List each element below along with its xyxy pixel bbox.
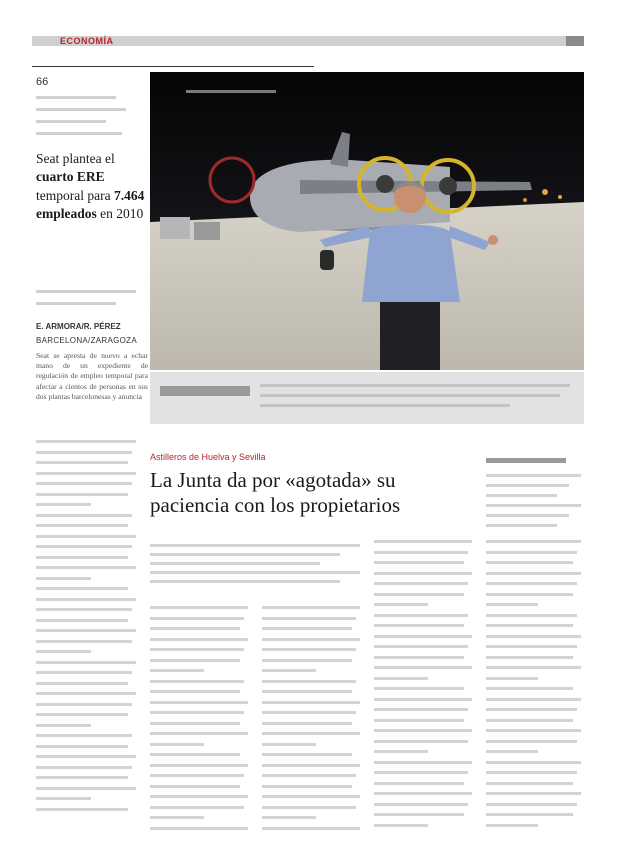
placeholder-line [486,792,581,795]
placeholder-line [486,708,577,711]
kicker: Astilleros de Huelva y Sevilla [150,452,266,462]
placeholder-line [150,680,244,683]
placeholder-line [262,669,316,672]
placeholder-line [374,551,468,554]
placeholder-line [150,627,240,630]
placeholder-line [36,640,132,643]
placeholder-line [36,514,132,517]
placeholder-line [486,666,581,669]
placeholder-line [150,774,244,777]
placeholder-line [486,572,581,575]
placeholder-line [150,606,248,609]
placeholder-line [36,577,91,580]
placeholder-line [262,690,352,693]
placeholder-line [486,624,573,627]
placeholder-line [262,795,360,798]
placeholder-line [36,566,136,569]
placeholder-line [374,698,472,701]
placeholder-line [36,598,136,601]
placeholder-line [486,582,577,585]
placeholder-line [150,827,248,830]
placeholder-line [36,787,136,790]
placeholder-line [36,587,128,590]
placeholder-line [486,593,573,596]
placeholder-line [36,734,132,737]
placeholder-line [36,524,128,527]
placeholder-line [36,451,132,454]
placeholder-line [374,761,472,764]
placeholder-line [486,824,538,827]
placeholder-line [260,384,570,387]
placeholder-line [486,729,581,732]
placeholder-block [486,458,566,463]
placeholder-line [486,771,577,774]
placeholder-line [262,774,356,777]
placeholder-line [36,692,136,695]
placeholder-line [150,753,240,756]
placeholder-line [36,724,91,727]
placeholder-line [374,572,472,575]
placeholder-line [36,713,128,716]
placeholder-line [36,766,132,769]
placeholder-block [160,386,250,396]
placeholder-line [36,472,136,475]
placeholder-line [262,680,356,683]
placeholder-line [150,722,240,725]
placeholder-line [262,743,316,746]
placeholder-line [486,687,573,690]
placeholder-line [150,580,340,583]
placeholder-line [486,540,581,543]
placeholder-line [486,740,577,743]
placeholder-line [486,803,577,806]
placeholder-line [374,824,428,827]
placeholder-line [36,776,128,779]
main-headline [150,468,480,518]
placeholder-line [36,703,132,706]
placeholder-line [374,708,468,711]
placeholder-line [262,764,360,767]
placeholder-line [486,698,581,701]
placeholder-line [374,666,472,669]
placeholder-line [36,461,128,464]
placeholder-line [374,729,472,732]
placeholder-line [374,740,468,743]
placeholder-line [262,785,352,788]
placeholder-line [150,690,240,693]
placeholder-line [150,669,204,672]
placeholder-line [374,593,464,596]
placeholder-line [262,701,360,704]
placeholder-line [486,561,573,564]
placeholder-line [36,671,132,674]
byline: E. ARMORA/R. PÉREZ [36,322,121,331]
placeholder-line [150,562,320,565]
placeholder-line [262,816,316,819]
placeholder-line [150,544,360,547]
header-rule [32,66,314,67]
placeholder-line [486,782,573,785]
placeholder-line [486,645,577,648]
placeholder-line [36,132,122,135]
placeholder-line [36,290,136,293]
placeholder-line [36,661,136,664]
headline-segment: temporal para [36,187,114,203]
placeholder-line [150,617,244,620]
placeholder-line [36,440,136,443]
placeholder-line [150,659,240,662]
placeholder-line [262,753,352,756]
placeholder-line [262,711,356,714]
placeholder-line [36,556,128,559]
placeholder-line [486,514,569,517]
placeholder-line [486,524,557,527]
placeholder-line [486,614,577,617]
photo-airplane-night [150,72,584,370]
placeholder-line [36,493,128,496]
section-label: ECONOMÍA [60,36,114,46]
sidebar-headline [36,150,146,224]
placeholder-line [374,645,468,648]
placeholder-line [150,743,204,746]
placeholder-line [36,503,91,506]
placeholder-line [486,504,581,507]
placeholder-line [150,785,240,788]
placeholder-line [150,795,248,798]
placeholder-line [150,816,204,819]
headline-segment: en 2010 [96,206,144,222]
placeholder-line [36,302,116,305]
headline-segment: Seat plantea el [36,151,115,166]
placeholder-line [374,603,428,606]
placeholder-line [150,553,340,556]
placeholder-line [486,494,557,497]
placeholder-line [36,108,126,111]
placeholder-line [150,711,244,714]
placeholder-line [486,719,573,722]
placeholder-line [262,722,352,725]
placeholder-line [486,813,573,816]
placeholder-line [374,677,428,680]
placeholder-line [486,635,581,638]
placeholder-line [374,635,472,638]
photo-caption-box [150,372,584,424]
placeholder-line [374,803,468,806]
placeholder-line [374,792,472,795]
placeholder-line [374,771,468,774]
placeholder-line [36,545,132,548]
placeholder-line [262,827,360,830]
headline-line-2: paciencia con los propietarios [150,493,401,517]
placeholder-line [486,656,573,659]
placeholder-line [486,484,569,487]
placeholder-line [36,482,132,485]
placeholder-line [36,608,132,611]
placeholder-line [36,619,128,622]
placeholder-line [486,603,538,606]
placeholder-line [262,648,356,651]
placeholder-line [36,120,106,123]
placeholder-line [374,687,464,690]
placeholder-line [260,394,560,397]
placeholder-line [262,617,356,620]
placeholder-line [486,551,577,554]
placeholder-line [374,656,464,659]
placeholder-line [374,561,464,564]
placeholder-line [36,797,91,800]
placeholder-line [262,627,352,630]
placeholder-line [374,750,428,753]
placeholder-line [150,571,360,574]
placeholder-line [36,629,136,632]
placeholder-line [36,682,128,685]
placeholder-line [374,813,464,816]
placeholder-line [150,764,248,767]
placeholder-line [374,624,464,627]
header-tab [566,36,584,46]
placeholder-line [262,732,360,735]
headline-line-1: La Junta da por «agotada» su [150,468,396,492]
placeholder-line [36,808,128,811]
placeholder-line [36,96,116,99]
placeholder-line [150,806,244,809]
placeholder-line [374,782,464,785]
headline-segment: 7.464 empleados [36,187,145,222]
placeholder-line [36,755,136,758]
placeholder-line [150,732,248,735]
placeholder-line [150,701,248,704]
placeholder-line [36,745,128,748]
placeholder-line [260,404,510,407]
sidebar-body: Seat se apresta de nuevo a echar mano de un expediente de regulación de empleo temporal para afectar a cientos de personas en sus dos plantas barcelonesas y anuncia [36,351,148,401]
placeholder-line [486,677,538,680]
placeholder-line [486,761,581,764]
placeholder-line [374,719,464,722]
dateline: BARCELONA/ZARAGOZA [36,336,137,345]
header-bar [32,36,584,46]
placeholder-line [374,540,472,543]
headline-segment: cuarto ERE [36,169,105,185]
placeholder-line [486,750,538,753]
placeholder-line [374,614,468,617]
placeholder-line [262,659,352,662]
placeholder-line [262,638,360,641]
placeholder-line [374,582,468,585]
placeholder-line [36,535,136,538]
placeholder-line [150,638,248,641]
placeholder-line [486,474,581,477]
placeholder-line [150,648,244,651]
page-number: 66 [36,76,49,88]
photo-credit [186,90,276,93]
placeholder-line [262,606,360,609]
placeholder-line [36,650,91,653]
placeholder-line [262,806,356,809]
